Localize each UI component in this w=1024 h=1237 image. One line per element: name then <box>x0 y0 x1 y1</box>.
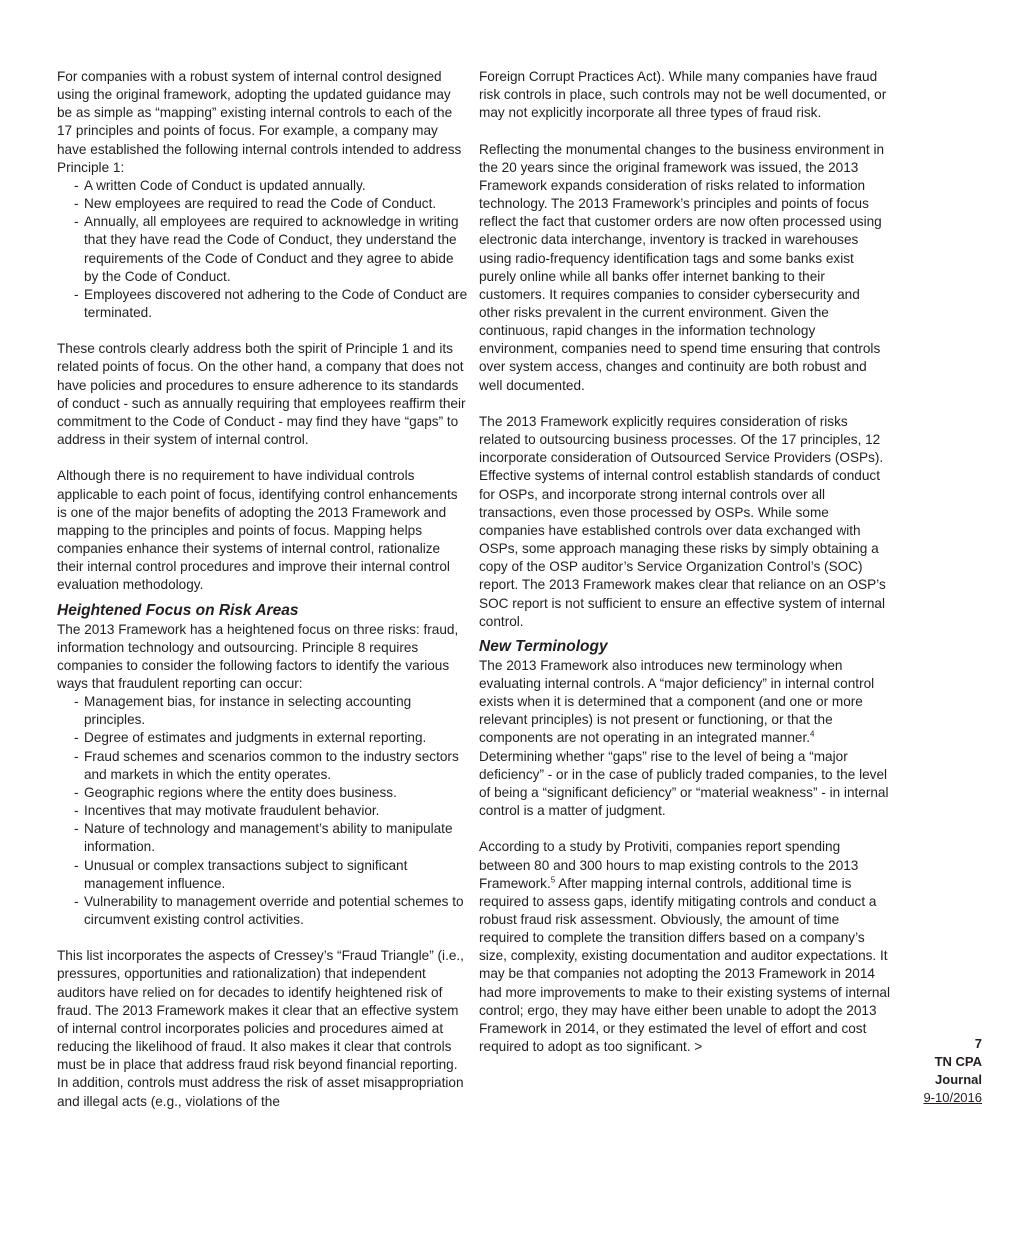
text-run: After mapping internal controls, additional time is required to assess gaps, identify mitigating controls and conduct a robust fraud risk assessment. Obviously, the amount of time required to complete the transition differs based on a company’s size, complexity, existing documentation and auditor expectations. It may be that companies not adopting the 2013 Framework in 2014 had more improvements to make to their existing systems of internal control; ergo, they may have either been unable to adopt the 2013 Framework in 2014, or they estimated the level of effort and cost required to adopt as too significant. > <box>479 875 891 1055</box>
publication-name-line2: Journal <box>935 1072 982 1087</box>
paragraph-major-deficiency <box>479 657 891 820</box>
paragraph-protiviti-study <box>479 838 891 1056</box>
paragraph-fraud-triangle: This list incorporates the aspects of Cressey’s “Fraud Triangle” (i.e., pressures, opportunities and rationalization) that independent auditors have relied on for decades to identify heightened risk of fraud. The 2013 Framework makes it clear that an effective system of internal control incorporates policies and procedures aimed at reducing the likelihood of fraud. It also makes it clear that controls must be in place that address fraud risk beyond financial reporting. In addition, controls must address the risk of asset misappropriation and illegal acts (e.g., violations of the <box>57 948 464 1109</box>
footnote-ref-5[interactable]: 5 <box>550 875 556 885</box>
left-column <box>57 68 469 1111</box>
fraud-factors-list <box>57 693 469 929</box>
text-run: According to a study by Protiviti, companies report spending between 80 and 300 hours to map existing controls to the 2013 Framework. <box>479 839 859 891</box>
list-item: - New employees are required to read the Code of Conduct. <box>57 195 469 213</box>
list-item: - Incentives that may motivate fraudulent behavior. <box>57 802 469 820</box>
section-heading-risk-areas: Heightened Focus on Risk Areas <box>57 601 299 619</box>
footnote-ref-4[interactable]: 4 <box>810 729 815 739</box>
list-item: - Unusual or complex transactions subject to significant management influence. <box>57 857 469 893</box>
list-item: - Vulnerability to management override and potential schemes to circumvent existing control activities. <box>57 893 469 929</box>
publication-name-line1: TN CPA <box>934 1054 982 1069</box>
page-number: 7 <box>974 1036 982 1051</box>
page-footer <box>900 1035 982 1107</box>
paragraph-mapping-intro: For companies with a robust system of internal control designed using the original framework, adopting the updated guidance may be as simple as “mapping” existing internal controls to each of the 17 principles and points of focus. For example, a company may have established the following internal controls intended to address Principle 1: <box>57 69 462 175</box>
paragraph-no-requirement: Although there is no requirement to have individual controls applicable to each point of focus, identifying control enhancements is one of the major benefits of adopting the 2013 Framework and mapping to the principles and points of focus. Mapping helps companies enhance their systems of internal control, rationalize their internal control procedures and improve their internal control evaluation methodology. <box>57 468 458 593</box>
list-item: - Annually, all employees are required to acknowledge in writing that they have read the Code of Conduct, they understand the requirements of the Code of Conduct and they agree to abide by the Code of Conduct. <box>57 213 469 286</box>
principle-1-controls-list <box>57 177 469 322</box>
list-item: - Management bias, for instance in selecting accounting principles. <box>57 693 469 729</box>
section-heading-new-terminology: New Terminology <box>479 637 608 655</box>
issue-date-link[interactable]: 9-10/2016 <box>923 1090 982 1105</box>
paragraph-controls-address: These controls clearly address both the spirit of Principle 1 and its related points of focus. On the other hand, a company that does not have policies and procedures to ensure adherence to its standards of conduct - such as annually requiring that employees reaffirm their commitment to the Code of Conduct - may find they have “gaps” to address in their system of internal control. <box>57 341 466 448</box>
list-item: - Nature of technology and management’s ability to manipulate information. <box>57 820 469 856</box>
list-item: - Employees discovered not adhering to the Code of Conduct are terminated. <box>57 286 469 322</box>
list-item: - Geographic regions where the entity does business. <box>57 784 469 802</box>
paragraph-fcpa-continuation: Foreign Corrupt Practices Act). While many companies have fraud risk controls in place, such controls may not be well documented, or may not explicitly incorporate all three types of fraud risk. <box>479 69 887 121</box>
paragraph-information-technology: Reflecting the monumental changes to the business environment in the 20 years since the original framework was issued, the 2013 Framework expands consideration of risks related to information technology. The 2013 Framework’s principles and points of focus reflect the fact that customer orders are now often processed using electronic data interchange, inventory is tracked in warehouses using radio-frequency identification tags and some banks exist purely online while all banks offer internet banking to their customers. It requires companies to consider cybersecurity and other risks prevalent in the current environment. Given the continuous, rapid changes in the information technology environment, companies need to spend time ensuring that controls over system access, changes and continuity are both robust and well documented. <box>479 141 885 393</box>
text-run: Determining whether “gaps” rise to the level of being a “major deficiency” - or in the case of publicly traded companies, to the level of being a “significant deficiency” or “material weakness” - in internal control is a matter of judgment. <box>479 748 889 819</box>
list-item: - A written Code of Conduct is updated annually. <box>57 177 469 195</box>
text-run: The 2013 Framework also introduces new terminology when evaluating internal controls. A “major deficiency” in internal control exists when it is determined that a component (and one or more relevant principles) is not present or functioning, or that the components are not operating in an integrated manner. <box>479 657 875 746</box>
paragraph-outsourcing: The 2013 Framework explicitly requires consideration of risks related to outsourcing business processes. Of the 17 principles, 12 incorporate consideration of Outsourced Service Providers (OSPs). Effective systems of internal control establish standards of conduct for OSPs, and incorporate strong internal controls over all transactions, even those processed by OSPs. While some companies have established controls over data exchanged with OSPs, some approach managing these risks by simply obtaining a copy of the OSP auditor’s Service Organization Control’s (SOC) report. The 2013 Framework makes clear that reliance on an OSP’s SOC report is not sufficient to ensure an effective system of internal control. <box>479 413 886 629</box>
list-item: - Degree of estimates and judgments in external reporting. <box>57 729 469 747</box>
paragraph-heightened-focus: The 2013 Framework has a heightened focus on three risks: fraud, information technology and outsourcing. Principle 8 requires companies to consider the following factors to identify the various ways that fraudulent reporting can occur: <box>57 621 459 691</box>
list-item: - Fraud schemes and scenarios common to the industry sectors and markets in which the entity operates. <box>57 748 469 784</box>
right-column <box>479 68 891 1056</box>
